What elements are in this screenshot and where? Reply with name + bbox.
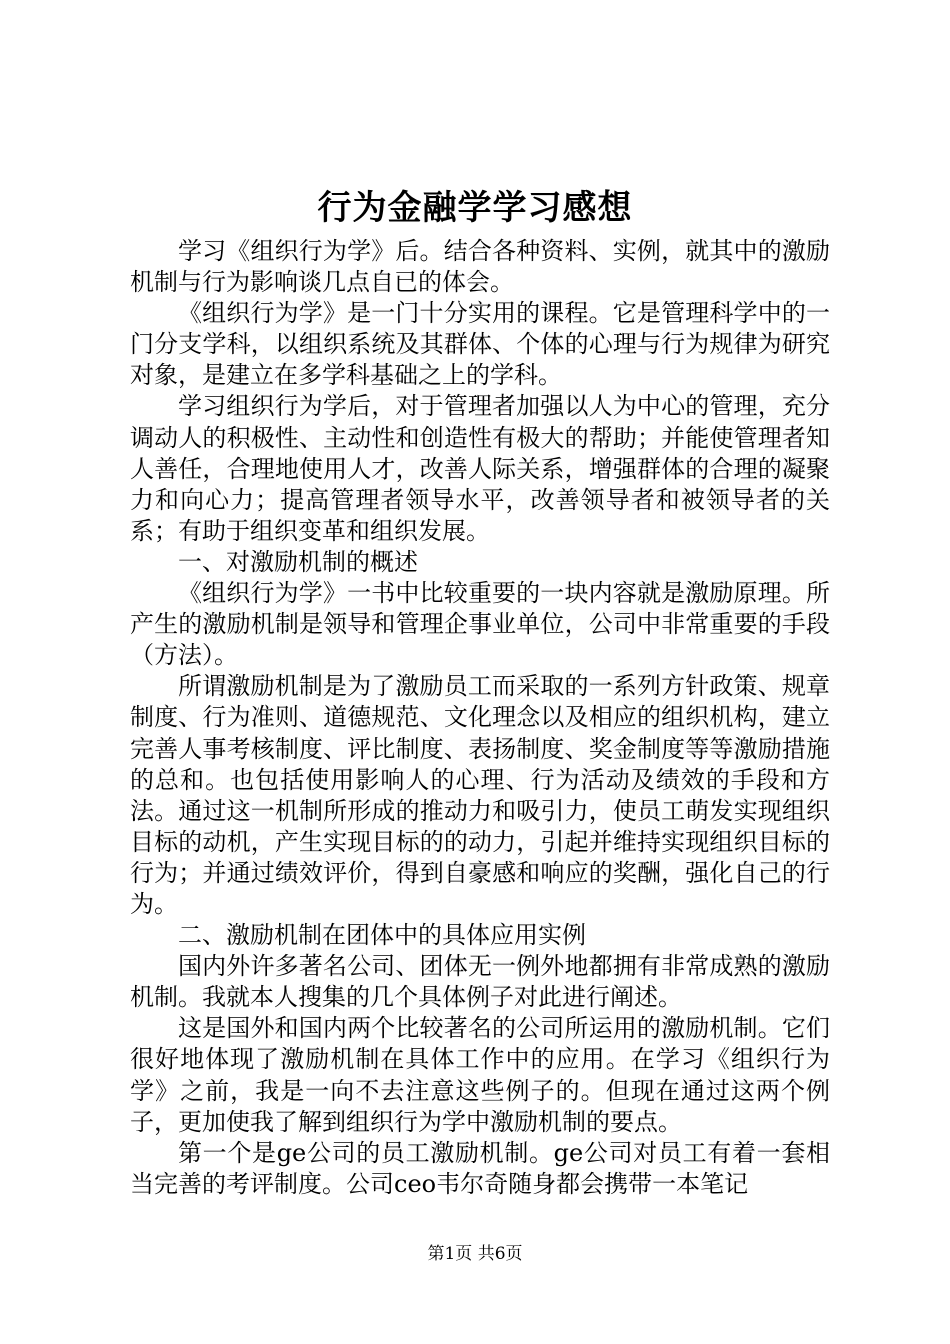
paragraph: 第一个是ge公司的员工激励机制。ge公司对员工有着一套相当完善的考评制度。公司ceo韦尔奇随身都会携带一本笔记 xyxy=(130,1138,830,1198)
document-title: 行为金融学学习感想 xyxy=(317,188,633,228)
paragraph: 这是国外和国内两个比较著名的公司所运用的激励机制。它们很好地体现了激励机制在具体工作中的应用。在学习《组织行为学》之前，我是一向不去注意这些例子的。但现在通过这两个例子，更加使我了解到组织行为学中激励机制的要点。 xyxy=(130,1014,830,1136)
paragraph: 学习《组织行为学》后。结合各种资料、实例，就其中的激励机制与行为影响谈几点自已的体会。 xyxy=(130,237,830,297)
page-footer: 第1页 共6页 xyxy=(427,1244,523,1264)
section-heading: 二、激励机制在团体中的具体应用实例 xyxy=(178,921,586,950)
paragraph: 《组织行为学》是一门十分实用的课程。它是管理科学中的一门分支学科，以组织系统及其群体、个体的心理与行为规律为研究对象，是建立在多学科基础之上的学科。 xyxy=(130,299,830,390)
paragraph: 学习组织行为学后，对于管理者加强以人为中心的管理，充分调动人的积极性、主动性和创造性有极大的帮助；并能使管理者知人善任，合理地使用人才，改善人际关系，增强群体的合理的凝聚力和向心力；提高管理者领导水平，改善领导者和被领导者的关系；有助于组织变革和组织发展。 xyxy=(130,392,830,545)
paragraph: 国内外许多著名公司、团体无一例外地都拥有非常成熟的激励机制。我就本人搜集的几个具体例子对此进行阐述。 xyxy=(130,952,830,1012)
paragraph: 所谓激励机制是为了激励员工而采取的一系列方针政策、规章制度、行为准则、道德规范、文化理念以及相应的组织机构，建立完善人事考核制度、评比制度、表扬制度、奖金制度等等激励措施的总和。也包括使用影响人的心理、行为活动及绩效的手段和方法。通过这一机制所形成的推动力和吸引力，使员工萌发实现组织目标的动机，产生实现目标的的动力，引起并维持实现组织目标的行为；并通过绩效评价，得到自豪感和响应的奖酬，强化自己的行为。 xyxy=(130,672,830,918)
section-heading: 一、对激励机制的概述 xyxy=(178,547,418,576)
document-body xyxy=(130,236,830,1200)
paragraph: 《组织行为学》一书中比较重要的一块内容就是激励原理。所产生的激励机制是领导和管理企事业单位，公司中非常重要的手段（方法）。 xyxy=(130,579,830,670)
